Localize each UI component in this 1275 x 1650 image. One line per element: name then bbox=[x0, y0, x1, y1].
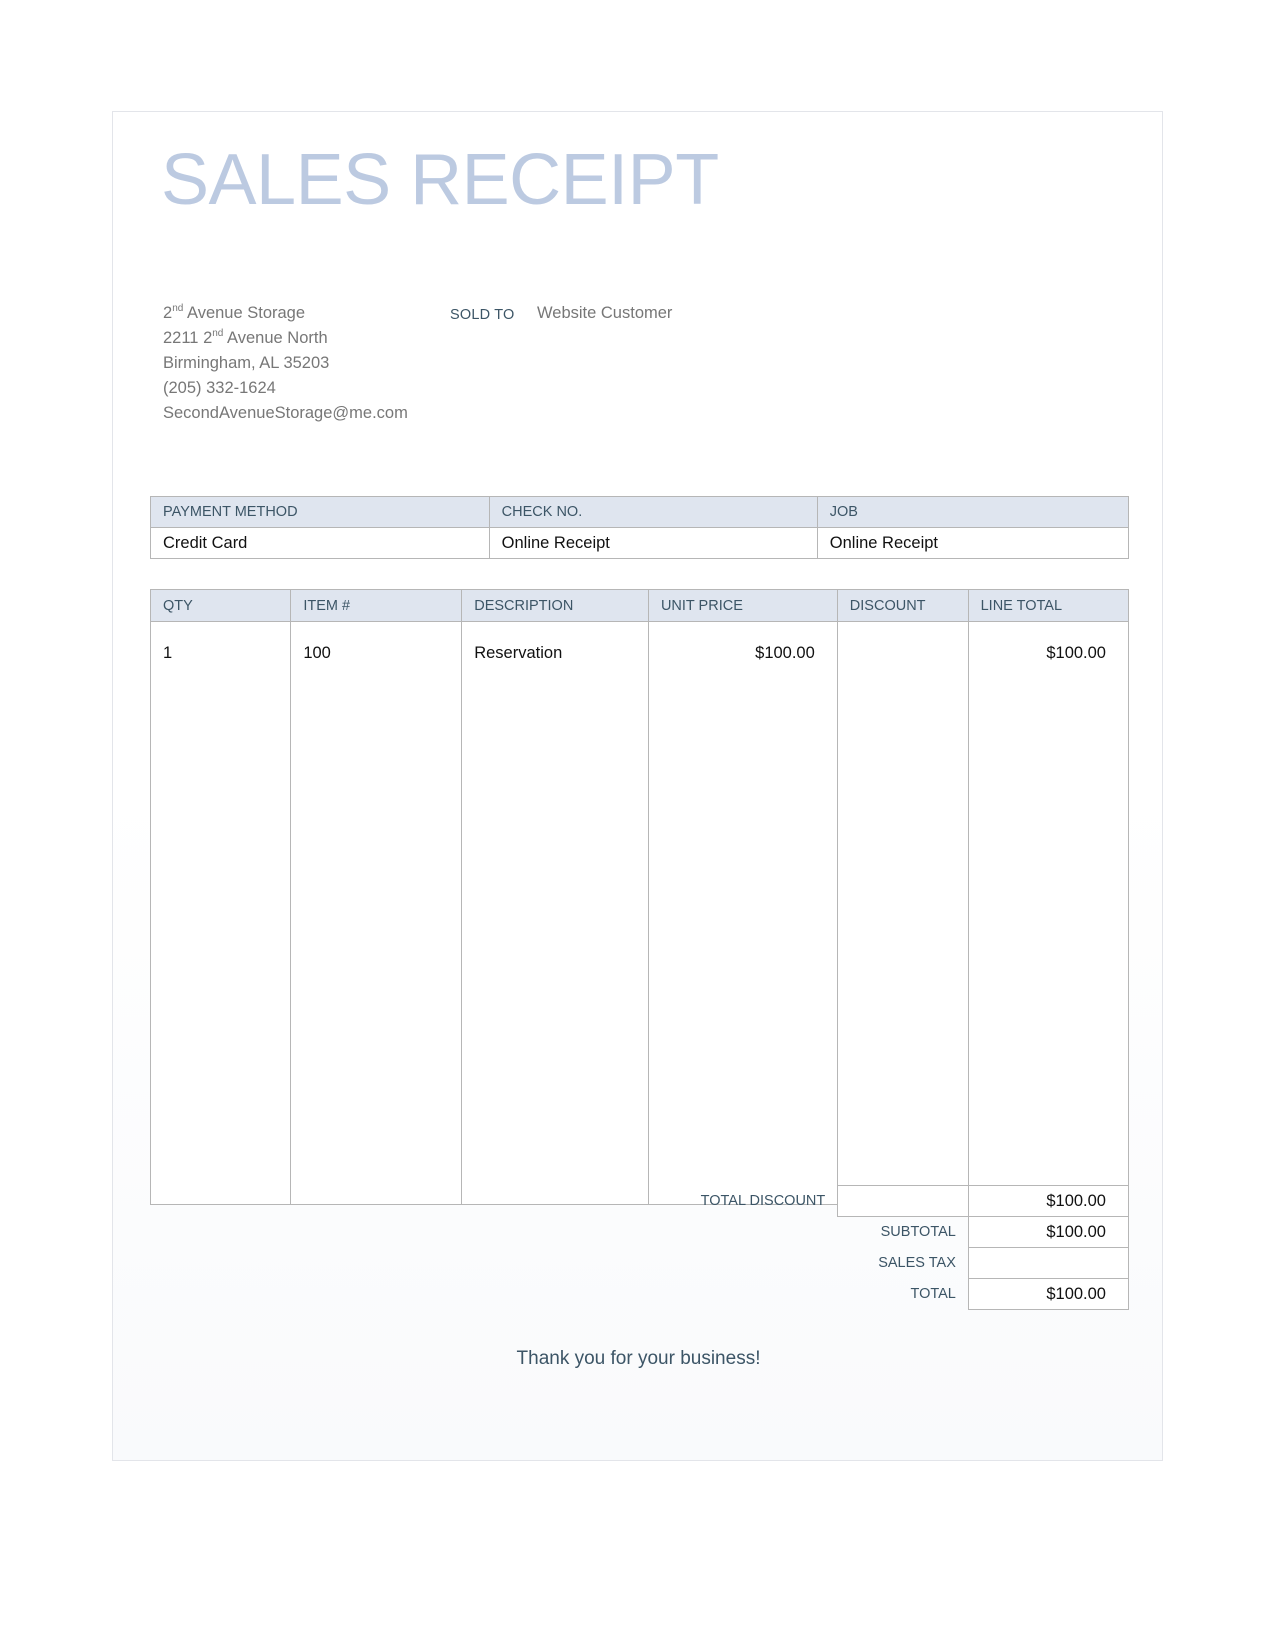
sender-street: 2211 2nd Avenue North bbox=[163, 327, 328, 347]
total-discount-label: TOTAL DISCOUNT bbox=[700, 1193, 826, 1209]
total-label: TOTAL bbox=[910, 1286, 956, 1302]
item-number-cell: 100 bbox=[291, 622, 462, 1205]
sender-email: SecondAvenueStorage@me.com bbox=[163, 404, 408, 422]
page-title: SALES RECEIPT bbox=[161, 140, 719, 220]
discount-header: DISCOUNT bbox=[837, 590, 968, 622]
job-header: JOB bbox=[817, 497, 1128, 528]
item-number-header: ITEM # bbox=[291, 590, 462, 622]
thank-you-message: Thank you for your business! bbox=[516, 1348, 761, 1369]
payment-table bbox=[150, 496, 1129, 559]
receipt-page bbox=[112, 111, 1163, 1461]
payment-method-value: Credit Card bbox=[151, 528, 490, 559]
line-total-header: LINE TOTAL bbox=[968, 590, 1128, 622]
subtotal-label: SUBTOTAL bbox=[880, 1224, 956, 1241]
total-discount-value bbox=[838, 1186, 969, 1217]
totals-table bbox=[113, 1185, 1129, 1310]
qty-header: QTY bbox=[151, 590, 291, 622]
sold-to-value: Website Customer bbox=[537, 304, 673, 322]
payment-method-header: PAYMENT METHOD bbox=[151, 497, 490, 528]
total-value: $100.00 bbox=[968, 1279, 1128, 1310]
line-total-cell: $100.00 bbox=[968, 622, 1128, 1205]
payment-header-row bbox=[151, 497, 1129, 528]
unit-price-cell: $100.00 bbox=[648, 622, 837, 1205]
check-no-header: CHECK NO. bbox=[489, 497, 817, 528]
payment-value-row bbox=[151, 528, 1129, 559]
description-header: DESCRIPTION bbox=[462, 590, 649, 622]
sales-tax-value bbox=[968, 1248, 1128, 1279]
total-discount-line-total: $100.00 bbox=[968, 1186, 1128, 1217]
sender-name: 2nd Avenue Storage bbox=[163, 302, 306, 322]
items-table bbox=[150, 589, 1129, 1205]
sender-city: Birmingham, AL 35203 bbox=[163, 354, 330, 372]
sender-address bbox=[163, 301, 408, 426]
subtotal-row bbox=[113, 1217, 1129, 1248]
total-discount-row bbox=[113, 1186, 1129, 1217]
job-value: Online Receipt bbox=[817, 528, 1128, 559]
subtotal-value: $100.00 bbox=[968, 1217, 1128, 1248]
description-cell: Reservation bbox=[462, 622, 649, 1205]
total-row bbox=[113, 1279, 1129, 1310]
sold-to-label: SOLD TO bbox=[450, 307, 515, 323]
items-header-row bbox=[151, 590, 1129, 622]
sender-phone: (205) 332-1624 bbox=[163, 379, 276, 397]
check-no-value: Online Receipt bbox=[489, 528, 817, 559]
unit-price-header: UNIT PRICE bbox=[648, 590, 837, 622]
sales-tax-row bbox=[113, 1248, 1129, 1279]
sales-tax-label: SALES TAX bbox=[878, 1255, 956, 1271]
qty-cell: 1 bbox=[151, 622, 291, 1205]
table-row bbox=[151, 622, 1129, 1205]
discount-cell bbox=[837, 622, 968, 1205]
